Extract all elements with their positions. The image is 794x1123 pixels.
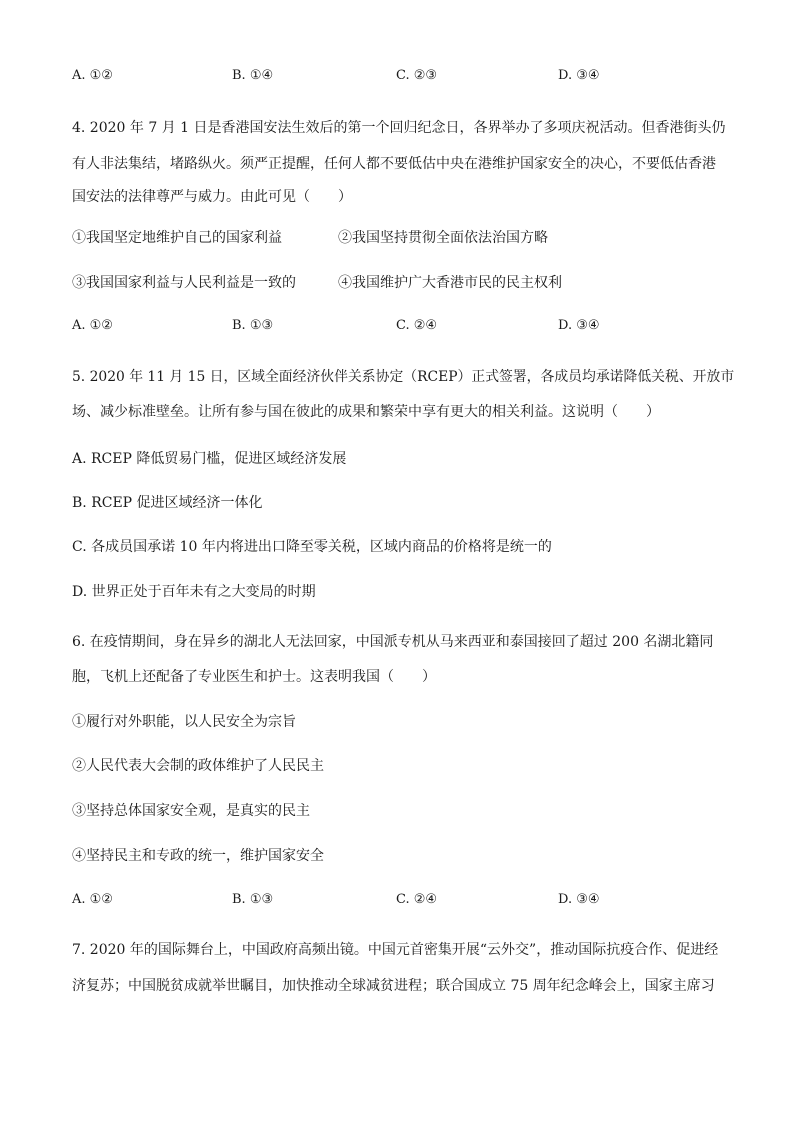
q3-option-c: C. ②③	[396, 68, 438, 83]
q4-options	[72, 316, 732, 336]
q6-statement-3: ③坚持总体国家安全观，是真实的民主	[72, 803, 310, 819]
q6-stem-line-2: 胞，飞机上还配备了专业医生和护士。这表明我国（ ）	[72, 669, 436, 685]
q6-option-c: C. ②④	[396, 892, 438, 907]
q5-stem-line-2: 场、减少标准壁垒。让所有参与国在彼此的成果和繁荣中享有更大的相关利益。这说明（ ）	[72, 404, 660, 420]
q6-stem-line-1: 6. 在疫情期间，身在异乡的湖北人无法回家，中国派专机从马来西亚和泰国接回了超过 200 名湖北籍同	[72, 634, 714, 650]
q6-option-a: A. ①②	[72, 892, 113, 907]
q4-statement-2: ②我国坚持贯彻全面依法治国方略	[338, 230, 548, 246]
q6-statement-1: ①履行对外职能，以人民安全为宗旨	[72, 714, 296, 730]
q3-option-a: A. ①②	[72, 68, 113, 83]
q5-choice-c: C. 各成员国承诺 10 年内将进出口降至零关税，区域内商品的价格将是统一的	[72, 539, 552, 555]
q6-options	[72, 890, 732, 910]
q5-choice-b: B. RCEP 促进区域经济一体化	[72, 495, 263, 511]
q4-stem-line-1: 4. 2020 年 7 月 1 日是香港国安法生效后的第一个回归纪念日，各界举办了多项庆祝活动。但香港街头仍	[72, 120, 726, 136]
q4-stem-line-2: 有人非法集结，堵路纵火。须严正提醒，任何人都不要低估中央在港维护国家安全的决心，不要低估香港	[72, 156, 716, 172]
q4-option-c: C. ②④	[396, 318, 438, 333]
q7-stem-line-1: 7. 2020 年的国际舞台上，中国政府高频出镜。中国元首密集开展“云外交”，推动国际抗疫合作、促进经	[72, 942, 719, 958]
q3-options	[72, 66, 732, 86]
q6-statement-4: ④坚持民主和专政的统一，维护国家安全	[72, 848, 324, 864]
q6-statement-2: ②人民代表大会制的政体维护了人民民主	[72, 758, 324, 774]
q4-statement-3: ③我国国家利益与人民利益是一致的	[72, 275, 296, 291]
q3-option-b: B. ①④	[232, 68, 274, 83]
q5-stem-line-1: 5. 2020 年 11 月 15 日，区域全面经济伙伴关系协定（RCEP）正式签署，各成员均承诺降低关税、开放市	[72, 369, 735, 385]
q4-stem-line-3: 国安法的法律尊严与威力。由此可见（ ）	[72, 189, 352, 205]
q4-option-b: B. ①③	[232, 318, 274, 333]
q5-choice-a: A. RCEP 降低贸易门槛，促进区域经济发展	[72, 451, 347, 467]
q4-statement-1: ①我国坚定地维护自己的国家利益	[72, 230, 282, 246]
q6-option-d: D. ③④	[558, 892, 600, 907]
q4-statement-4: ④我国维护广大香港市民的民主权利	[338, 275, 562, 291]
q5-choice-d: D. 世界正处于百年未有之大变局的时期	[72, 584, 316, 600]
q3-option-d: D. ③④	[558, 68, 600, 83]
q7-stem-line-2: 济复苏；中国脱贫成就举世瞩目，加快推动全球减贫进程；联合国成立 75 周年纪念峰会上，国家主席习	[72, 978, 715, 994]
q4-option-d: D. ③④	[558, 318, 600, 333]
q4-option-a: A. ①②	[72, 318, 113, 333]
q6-option-b: B. ①③	[232, 892, 274, 907]
